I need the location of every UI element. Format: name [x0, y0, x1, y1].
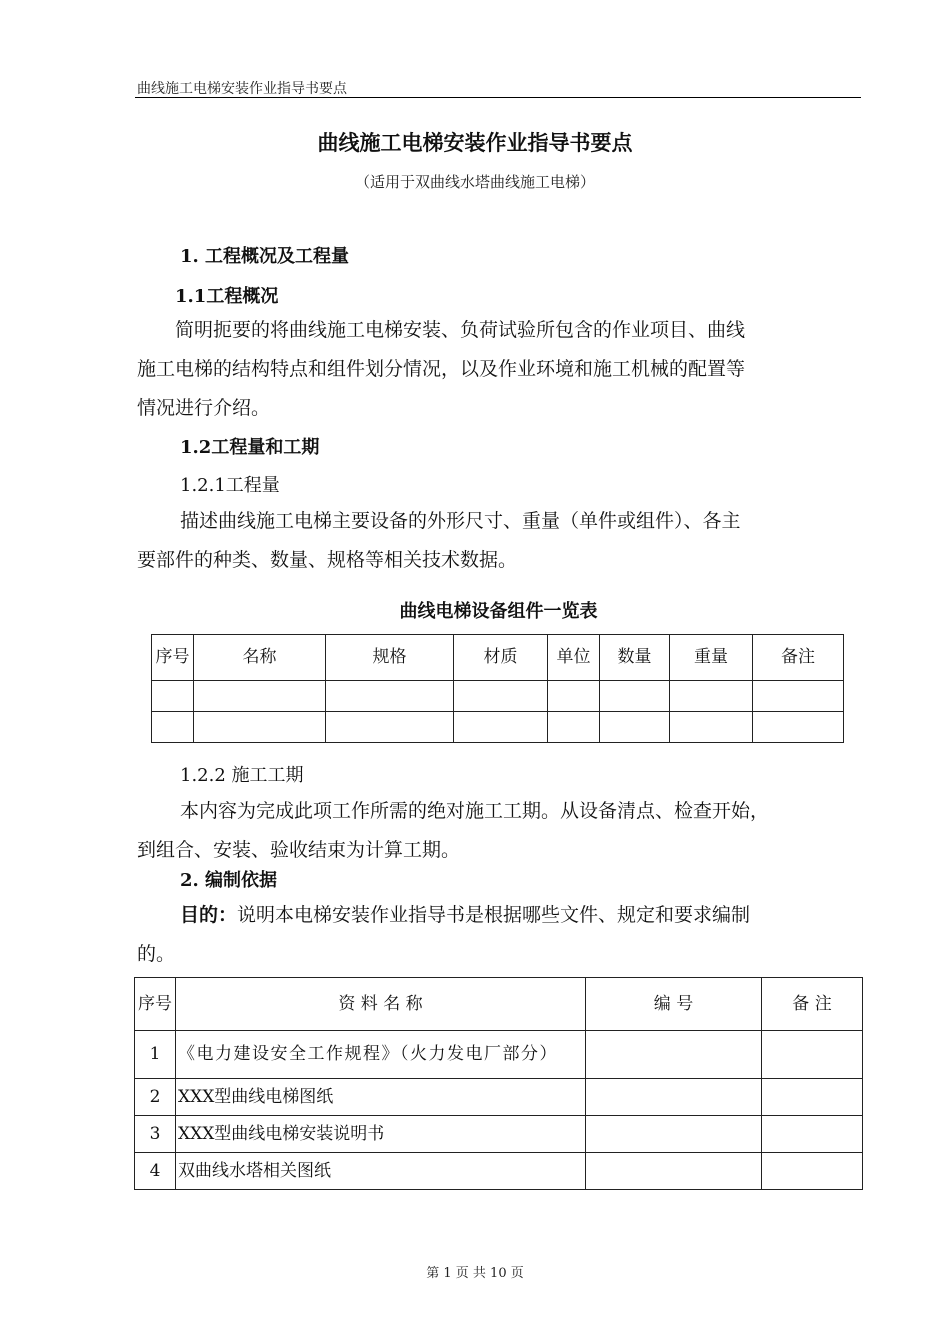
header-rule — [135, 97, 861, 98]
table-cell: XXX型曲线电梯图纸 — [176, 1079, 586, 1116]
reference-documents-table — [134, 977, 863, 1190]
table-cell — [152, 712, 194, 743]
table-row — [152, 681, 844, 712]
table-1-header-cell: 序号 — [152, 635, 194, 681]
table-1-header-row — [152, 635, 844, 681]
table-cell: 4 — [135, 1153, 176, 1190]
table-cell — [194, 712, 326, 743]
purpose-label: 目的： — [180, 904, 238, 926]
table-cell: 双曲线水塔相关图纸 — [176, 1153, 586, 1190]
section-1-1-line-2: 施工电梯的结构特点和组件划分情况，以及作业环境和施工机械的配置等 — [137, 358, 746, 380]
section-1-2-2-line-1: 本内容为完成此项工作所需的绝对施工工期。从设备清点、检查开始， — [180, 800, 770, 822]
table-cell — [326, 681, 454, 712]
table-1-caption: 曲线电梯设备组件一览表 — [399, 601, 598, 622]
table-cell — [762, 1079, 863, 1116]
table-row — [135, 1031, 863, 1079]
section-2-heading: 2. 编制依据 — [180, 870, 278, 891]
table-row — [152, 712, 844, 743]
table-2-header-row — [135, 978, 863, 1031]
running-header: 曲线施工电梯安装作业指导书要点 — [137, 81, 347, 97]
table-cell — [548, 681, 600, 712]
table-cell — [586, 1031, 762, 1079]
table-cell: XXX型曲线电梯安装说明书 — [176, 1116, 586, 1153]
table-cell — [670, 712, 753, 743]
document-title: 曲线施工电梯安装作业指导书要点 — [317, 130, 633, 155]
table-cell — [762, 1153, 863, 1190]
section-1-2-2-heading: 1.2.2 施工工期 — [180, 765, 304, 786]
table-1-header-cell: 备注 — [753, 635, 844, 681]
table-1-header-cell: 材质 — [454, 635, 548, 681]
table-row — [135, 1153, 863, 1190]
table-2-header-cell: 编 号 — [586, 978, 762, 1031]
table-cell — [762, 1031, 863, 1079]
table-cell — [548, 712, 600, 743]
table-cell — [586, 1116, 762, 1153]
table-cell: 《电力建设安全工作规程》（火力发电厂部分） — [176, 1031, 586, 1079]
table-cell — [600, 681, 670, 712]
table-1-header-cell: 重量 — [670, 635, 753, 681]
table-cell — [152, 681, 194, 712]
table-cell — [454, 681, 548, 712]
section-1-2-1-line-2: 要部件的种类、数量、规格等相关技术数据。 — [137, 549, 518, 571]
table-row — [135, 1116, 863, 1153]
table-1-header-cell: 名称 — [194, 635, 326, 681]
table-cell — [670, 681, 753, 712]
table-1-header-cell: 规格 — [326, 635, 454, 681]
page-footer: 第 1 页 共 10 页 — [426, 1266, 524, 1281]
table-1-header-cell: 单位 — [548, 635, 600, 681]
section-1-2-1-line-1: 描述曲线施工电梯主要设备的外形尺寸、重量（单件或组件）、各主 — [180, 510, 741, 532]
table-cell: 1 — [135, 1031, 176, 1079]
purpose-line-1 — [180, 896, 750, 935]
table-cell: 3 — [135, 1116, 176, 1153]
table-cell — [586, 1079, 762, 1116]
table-row — [135, 1079, 863, 1116]
section-1-heading: 1. 工程概况及工程量 — [180, 246, 350, 267]
table-cell — [753, 712, 844, 743]
section-1-2-heading: 1.2工程量和工期 — [180, 437, 320, 458]
table-cell — [454, 712, 548, 743]
table-cell — [753, 681, 844, 712]
section-1-1-line-3: 情况进行介绍。 — [137, 397, 271, 419]
equipment-components-table — [151, 634, 844, 743]
table-2-header-cell: 序号 — [135, 978, 176, 1031]
table-1-header-cell: 数量 — [600, 635, 670, 681]
section-1-2-1-heading: 1.2.1工程量 — [180, 475, 280, 496]
table-cell — [600, 712, 670, 743]
table-cell — [762, 1116, 863, 1153]
section-1-2-2-line-2: 到组合、安装、验收结束为计算工期。 — [137, 839, 461, 861]
table-cell — [326, 712, 454, 743]
purpose-line-2: 的。 — [137, 943, 176, 965]
document-subtitle: （适用于双曲线水塔曲线施工电梯） — [354, 173, 595, 191]
table-cell: 2 — [135, 1079, 176, 1116]
section-1-1-line-1: 简明扼要的将曲线施工电梯安装、负荷试验所包含的作业项目、曲线 — [175, 319, 746, 341]
section-1-1-heading: 1.1工程概况 — [175, 286, 279, 307]
purpose-text: 说明本电梯安装作业指导书是根据哪些文件、规定和要求编制 — [237, 904, 751, 926]
table-2-header-cell: 备 注 — [762, 978, 863, 1031]
table-cell — [194, 681, 326, 712]
table-2-header-cell: 资 料 名 称 — [176, 978, 586, 1031]
table-cell — [586, 1153, 762, 1190]
